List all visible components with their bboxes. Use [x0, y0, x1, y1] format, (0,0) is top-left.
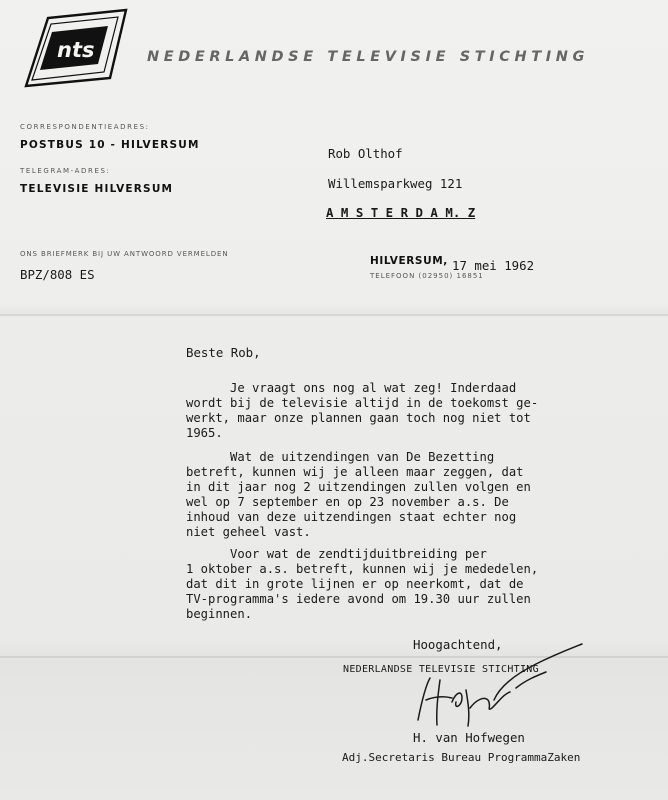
handwritten-signature — [396, 630, 596, 735]
organization-name: NEDERLANDSE TELEVISIE STICHTING — [147, 49, 589, 65]
reference-note: ONS BRIEFMERK BIJ UW ANTWOORD VERMELDEN — [20, 250, 229, 258]
paragraph-1: Je vraagt ons nog al wat zeg! Inderdaad wordt bij de televisie altijd in de toekomst ge- werkt, maar onze plannen gaan toch nog niet tot 1965. — [186, 381, 539, 440]
telegram-label: TELEGRAM-ADRES: — [20, 167, 111, 175]
closing: Hoogachtend, — [413, 637, 503, 652]
paper-fold — [0, 314, 668, 316]
correspondence-label: CORRESPONDENTIEADRES: — [20, 123, 150, 131]
reference-code: BPZ/808 ES — [20, 267, 95, 282]
phone-number: TELEFOON (02950) 16851 — [370, 272, 484, 280]
signatory-name: H. van Hofwegen — [413, 730, 525, 745]
nts-logo — [18, 8, 130, 90]
salutation: Beste Rob, — [186, 345, 261, 360]
paragraph-3: Voor wat de zendtijduitbreiding per 1 oktober a.s. betreft, kunnen wij je mededelen, dat dit in grote lijnen er op neerkomt, dat de TV-programma's iedere avond om 19.30 uur zullen beginnen. — [186, 547, 539, 621]
closing-organization: NEDERLANDSE TELEVISIE STICHTING — [343, 664, 539, 675]
recipient-street: Willemsparkweg 121 — [328, 176, 463, 191]
paragraph-2: Wat de uitzendingen van De Bezetting betreft, kunnen wij je alleen maar zeggen, dat in dit jaar nog 2 uitzendingen zullen volgen en wel op 7 september en op 23 november a.s. De inhoud van deze uitzendingen staat echter nog niet geheel vast. — [186, 450, 531, 539]
recipient-name: Rob Olthof — [328, 146, 403, 161]
telegram-address: TELEVISIE HILVERSUM — [20, 183, 174, 195]
correspondence-address: POSTBUS 10 - HILVERSUM — [20, 139, 200, 151]
svg-text:nts: nts — [57, 38, 95, 62]
signatory-title: Adj.Secretaris Bureau ProgrammaZaken — [342, 751, 581, 764]
letter-date: 17 mei 1962 — [452, 258, 535, 273]
recipient-city: A M S T E R D A M. Z — [326, 205, 476, 220]
city-label: HILVERSUM, — [370, 255, 448, 267]
